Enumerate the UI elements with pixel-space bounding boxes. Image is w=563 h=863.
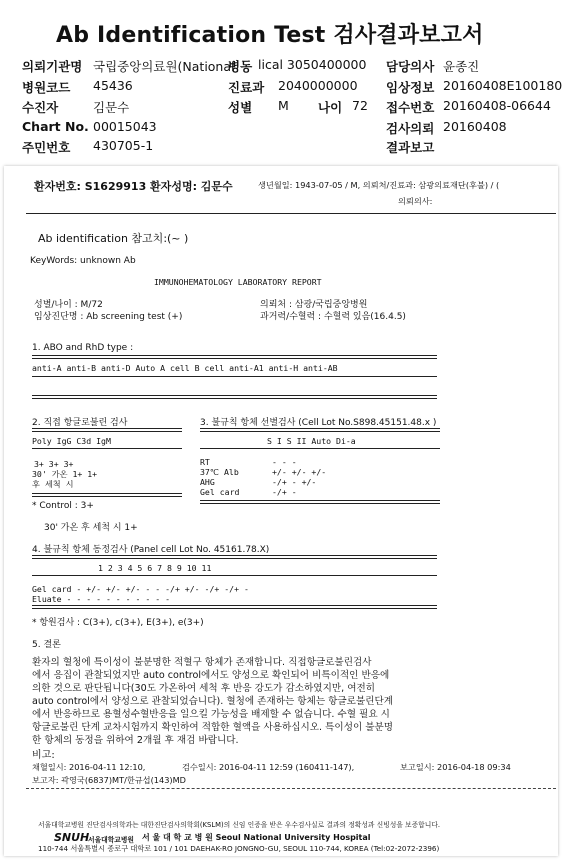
doctor-line: 의뢰의사: xyxy=(398,196,433,206)
conclusion-line: 의한 것으로 판단됩니다(30도 가온하여 세척 후 반응 강도가 감소하였지만, 여전히 xyxy=(32,683,376,694)
divider xyxy=(200,448,440,449)
abo-headers: anti-A anti-B anti-D Auto A cell B cell anti-A1 anti-H anti-AB xyxy=(32,363,338,373)
divider xyxy=(26,213,556,214)
screening-row-name: Gel card xyxy=(200,487,240,497)
sex-age: 성별/나이 : M/72 xyxy=(34,300,103,310)
result-label: 결과보고 xyxy=(386,140,435,155)
divider xyxy=(32,555,437,559)
section-4-title: 4. 불규칙 항체 동정검사 (Panel cell Lot No. 45161.78.X) xyxy=(32,545,270,555)
clinical-label: 임상정보 xyxy=(386,80,435,95)
dat-row-1: 3+ 3+ 3+ xyxy=(34,459,74,469)
patient-label: 수진자 xyxy=(22,100,59,115)
reporter: 보고자: 곽영국(6837)MT/한규섭(143)MD xyxy=(32,775,186,785)
ab-title: Ab identification 참고치:(~ ) xyxy=(38,232,189,245)
screening-row-values: +/- +/- +/- xyxy=(272,467,327,477)
divider xyxy=(26,788,556,789)
conclusion-line: 에서 응집이 관찰되었지만 auto control에서도 양성으로 확인되어 비특이적인 반응에 xyxy=(32,670,390,681)
control-result: * Control : 3+ xyxy=(32,501,94,511)
divider xyxy=(32,428,182,432)
history: 과거력/수혈력 : 수혈력 있음(16.4.5) xyxy=(260,312,406,322)
section-1-title: 1. ABO and RhD type : xyxy=(32,343,134,353)
snuh-logo: SNUH xyxy=(54,831,90,844)
screening-row-name: RT xyxy=(200,457,210,467)
sex-value: M xyxy=(278,98,289,113)
conclusion-line: auto control에서 양성으로 관찰되었습니다). 혈청에 존재하는 항체는 항글로불린단계 xyxy=(32,696,394,707)
conclusion-line: 항글로불린 단계 교차시험까지 확인하여 적합한 혈액을 사용하십시오. 특이성이 불분명 xyxy=(32,722,394,733)
sex-label: 성별 xyxy=(228,100,253,115)
divider xyxy=(32,448,182,449)
receipt-value: 20160408-06644 xyxy=(443,98,551,113)
dept-value: 2040000000 xyxy=(278,78,358,93)
conclusion-line: 에서 반응하므로 용혈성수혈반응을 일으킬 가능성을 배제할 수 없습니다. 수혈 필요 시 xyxy=(32,709,390,720)
divider xyxy=(200,428,440,432)
dat-headers: Poly IgG C3d IgM xyxy=(32,436,111,446)
resident-label: 주민번호 xyxy=(22,140,71,155)
screening-row-name: AHG xyxy=(200,477,215,487)
divider xyxy=(32,376,437,377)
dept-label: 진료과 xyxy=(228,80,265,95)
hospital-label: 의뢰기관명 xyxy=(22,59,83,74)
doctor-label: 담당의사 xyxy=(386,59,435,74)
patient-value: 김문수 xyxy=(93,100,130,115)
divider xyxy=(32,575,437,576)
antigen-result: * 항원검사 : C(3+), c(3+), E(3+), e(3+) xyxy=(32,618,204,628)
ward-label: 병동 xyxy=(228,59,253,74)
dat-row-2: 30' 가온 1+ 1+ xyxy=(32,469,98,479)
scanned-report xyxy=(4,166,558,856)
section-5-title: 5. 결론 xyxy=(32,640,61,650)
screening-row-values: -/+ - xyxy=(272,487,297,497)
age-value: 72 xyxy=(352,98,368,113)
patient-meta: 생년월일: 1943-07-05 / M, 의뢰처/진료과: 삼광의료재단(후불) / ( xyxy=(258,180,500,190)
panel-gel-row: Gel card - +/- +/- +/- - - -/+ +/- -/+ -/+ - xyxy=(32,584,249,594)
screening-headers: S I S II Auto Di-a xyxy=(267,436,356,446)
section-2-title: 2. 직접 항글로불린 검사 xyxy=(32,418,128,428)
section-3-title: 3. 불규칙 항체 선별검사 (Cell Lot No.S898.45151.48.x ) xyxy=(200,418,437,428)
conclusion-text xyxy=(32,656,452,747)
keywords: KeyWords: unknown Ab xyxy=(30,256,136,266)
clinical-value: 20160408E100180 xyxy=(443,78,563,93)
receipt-label: 접수번호 xyxy=(386,100,435,115)
diagnosis: 임상진단명 : Ab screening test (+) xyxy=(34,312,183,322)
age-label: 나이 xyxy=(318,100,343,115)
test-time: 검수일시: 2016-04-11 12:59 (160411-147), xyxy=(182,762,355,772)
patient-line: 환자번호: S1629913 환자성명: 김문수 xyxy=(34,180,233,193)
ward-value: lical 3050400000 xyxy=(258,57,367,72)
control-note: 30' 가온 후 세척 시 1+ xyxy=(44,523,138,533)
conclusion-line: 환자의 혈청에 특이성이 불분명한 적혈구 항체가 존재합니다. 직접항글로불린검사 xyxy=(32,657,372,668)
request-value: 20160408 xyxy=(443,119,507,134)
hospital-address: 110-744 서울특별시 종로구 대학로 101 / 101 DAEHAK-RO JONGNO-GU, SEOUL 110-744, KOREA (Tel:02-2072-2396) xyxy=(38,844,440,853)
divider xyxy=(32,395,437,399)
remark-label: 비고: xyxy=(32,750,55,761)
collect-time: 채혈일시: 2016-04-11 12:10, xyxy=(32,762,146,772)
dat-row-3: 후 세척 시 xyxy=(32,479,74,489)
divider xyxy=(32,605,437,609)
screening-row-name: 37℃ Alb xyxy=(200,467,239,477)
resident-value: 430705-1 xyxy=(93,138,154,153)
code-label: 병원코드 xyxy=(22,80,71,95)
hospital-value: 국립중앙의료원(National xyxy=(93,59,235,74)
lab-report-title: IMMUNOHEMATOLOGY LABORATORY REPORT xyxy=(154,277,322,287)
divider xyxy=(32,355,437,359)
chart-label: Chart No. xyxy=(22,119,89,134)
code-value: 45436 xyxy=(93,78,133,93)
report-time: 보고일시: 2016-04-18 09:34 xyxy=(400,762,511,772)
doctor-value: 윤종진 xyxy=(443,59,480,74)
panel-numbers: 1 2 3 4 5 6 7 8 9 10 11 xyxy=(98,563,212,573)
screening-row-values: - - - xyxy=(272,457,297,467)
chart-value: 00015043 xyxy=(93,119,157,134)
divider xyxy=(200,500,440,504)
request-label: 검사의뢰 xyxy=(386,121,435,136)
conclusion-line: 한 항체의 동정을 위하여 2개월 후 재검 바랍니다. xyxy=(32,735,239,746)
snuh-logo-subtitle: 서울대학교병원 xyxy=(88,836,134,844)
accreditation-note: 서울대학교병원 진단검사의학과는 대한진단검사의학회(KSLM)의 신임 인증을 받은 우수검사실로 결과의 정확성과 신빙성을 보증합니다. xyxy=(38,821,441,829)
document-title: Ab Identification Test 검사결과보고서 xyxy=(56,23,484,48)
panel-eluate-row: Eluate - - - - - - - - - - - xyxy=(32,594,171,604)
requester: 의뢰처 : 삼광/국립중앙병원 xyxy=(260,300,368,310)
screening-row-values: -/+ - +/- xyxy=(272,477,317,487)
hospital-name: 서 울 대 학 교 병 원 Seoul National University Hospital xyxy=(142,833,371,842)
divider xyxy=(32,493,182,497)
